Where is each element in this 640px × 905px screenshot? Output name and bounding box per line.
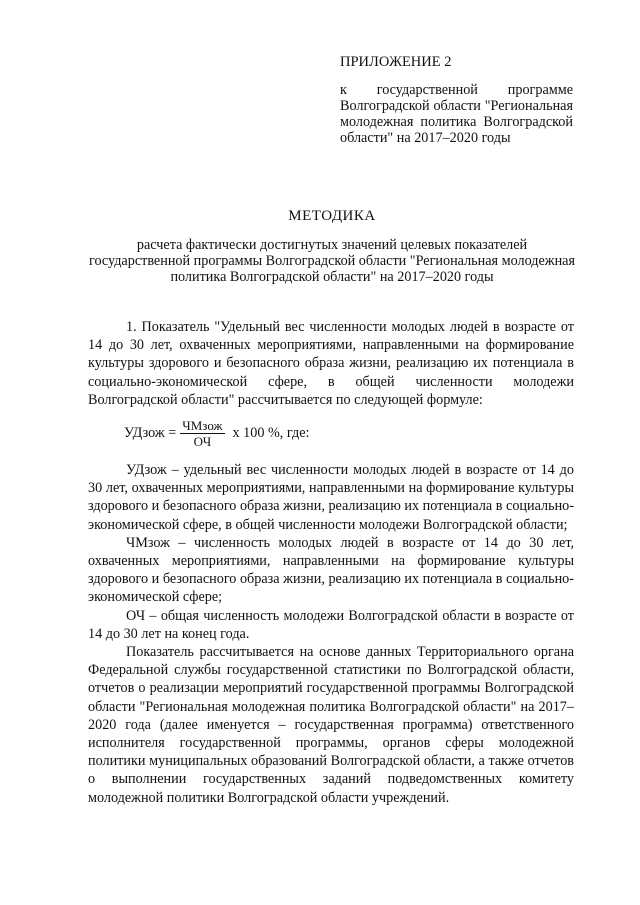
methodology-heading	[88, 208, 576, 285]
definition-och: ОЧ – общая численность молодежи Волгоградской области в возрасте от 14 до 30 лет на конец года.	[88, 607, 574, 642]
document-title: МЕТОДИКА	[288, 208, 376, 224]
formula-lhs: УДзож =	[124, 424, 177, 441]
annex-reference: к государственной программе Волгоградской области "Региональная молодежная политика Волгоградской области" на 2017–2020 годы	[340, 82, 573, 146]
document-body	[88, 318, 574, 807]
paragraph-source: Показатель рассчитывается на основе данных Территориального органа Федеральной службы государственной статистики по Волгоградской области, отчетов о реализации мероприятий государственной программы Волгоградской области "Региональная молодежная политика Волгоградской области" на 2017–2020 года (далее именуется – государственная программа) ответственного исполнителя государственной программы, органов сферы молодежной политики муниципальных образований Волгоградской области, а также отчетов о выполнении государственных заданий подведомственных комитету молодежной политики Волгоградской области учреждений.	[88, 644, 574, 806]
annex-title: ПРИЛОЖЕНИЕ 2	[340, 54, 452, 70]
paragraph-intro: 1. Показатель "Удельный вес численности молодых людей в возрасте от 14 до 30 лет, охваченных мероприятиями, направленными на формирование культуры здорового и безопасного образа жизни, реализацию их потенциала в социально-экономической сфере, в общей численности молодежи Волгоградской области" рассчитывается по следующей формуле:	[88, 319, 574, 408]
formula-rhs: х 100 %, где:	[232, 424, 310, 441]
formula-denominator: ОЧ	[193, 433, 212, 449]
annex-block	[340, 54, 573, 146]
definition-udzozh: УДзож – удельный вес численности молодых людей в возрасте от 14 до 30 лет, охваченных мероприятиями, направленными на формирование культуры здорового и безопасного образа жизни, реализацию их потенциала в социально-экономической сфере, в общей численности молодежи Волгоградской области;	[88, 462, 574, 533]
document-subtitle: расчета фактически достигнутых значений целевых показателей государственной программы Волгоградской области "Региональная молодежная политика Волгоградской области" на 2017–2020 годы	[88, 237, 575, 285]
formula-fraction	[180, 418, 224, 449]
formula	[124, 417, 574, 449]
formula-numerator: ЧМзож	[182, 417, 223, 433]
definition-chmzozh: ЧМзож – численность молодых людей в возрасте от 14 до 30 лет, охваченных мероприятиями, направленными на формирование культуры здорового и безопасного образа жизни, реализацию их потенциала в социально-экономической сфере;	[88, 534, 574, 606]
